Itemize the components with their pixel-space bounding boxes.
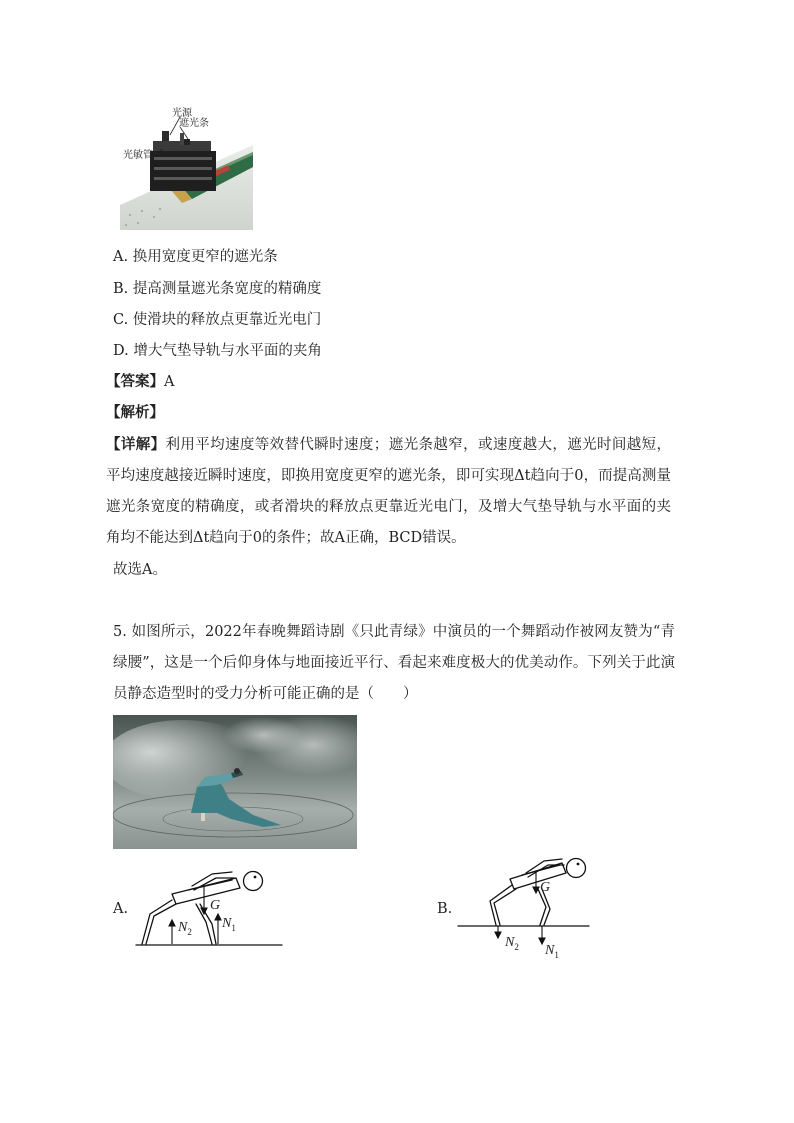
label-a-n2 [178, 920, 192, 937]
label-a-n1 [222, 916, 236, 933]
option-d: D. 增大气垫导轨与水平面的夹角 [113, 343, 322, 359]
analysis-tag: 【解析】 [106, 404, 164, 421]
label-a-n1-sub: 1 [231, 922, 236, 933]
label-b-n2-sub: 2 [514, 941, 519, 952]
conclusion: 故选A。 [113, 562, 167, 578]
label-a-n2-sub: 2 [187, 926, 192, 937]
option-a: A. 换用宽度更窄的遮光条 [113, 249, 278, 265]
label-b-n1 [545, 943, 559, 960]
question5-stem: 5. 如图所示，2022年春晚舞蹈诗剧《只此青绿》中演员的一个舞蹈动作被网友赞为“青绿腰”，这是一个后仰身体与地面接近平行、看起来难度极大的优美动作。下列关于此演员静态造型时的受力分析可能正确的是（ ） [113, 624, 675, 702]
label-b-n2-letter: N [505, 935, 515, 950]
label-light-source: 光源 [172, 108, 192, 119]
option-b: B. 提高测量遮光条宽度的精确度 [113, 281, 322, 297]
q5-option-b-label: B. [437, 901, 453, 917]
label-shading-strip: 遮光条 [179, 118, 209, 129]
label-b-gravity: G [540, 880, 551, 895]
option-c: C. 使滑块的释放点更靠近光电门 [113, 312, 322, 328]
force-diagram-b [456, 855, 591, 959]
detail-tag: 【详解】 [106, 436, 166, 453]
q5-option-a-label: A. [113, 901, 129, 917]
detail-text: 利用平均速度等效替代瞬时速度；遮光条越窄，或速度越大，遮光时间越短，平均速度越接近瞬时速度，即换用宽度更窄的遮光条，即可实现Δt趋向于0，而提高测量遮光条宽度的精确度，或者滑块的释放点更靠近光电门，及增大气垫导轨与水平面的夹角均不能达到Δt趋向于0的条件；故A正确，BCD错误。 [106, 437, 671, 546]
label-photosensor: 光敏管 [123, 150, 153, 161]
label-a-n2-letter: N [178, 920, 188, 935]
answer-tag: 【答案】 [106, 373, 164, 390]
answer-value: A [164, 374, 175, 390]
label-a-n1-letter: N [222, 916, 232, 931]
label-b-n1-letter: N [545, 943, 555, 958]
detail-paragraph [106, 429, 671, 554]
label-a-gravity: G [210, 898, 221, 913]
answer-line [106, 372, 174, 392]
label-b-n2 [505, 935, 519, 952]
dancer-photo [113, 715, 357, 849]
force-diagram-a [132, 864, 284, 956]
label-b-n1-sub: 1 [554, 949, 559, 960]
